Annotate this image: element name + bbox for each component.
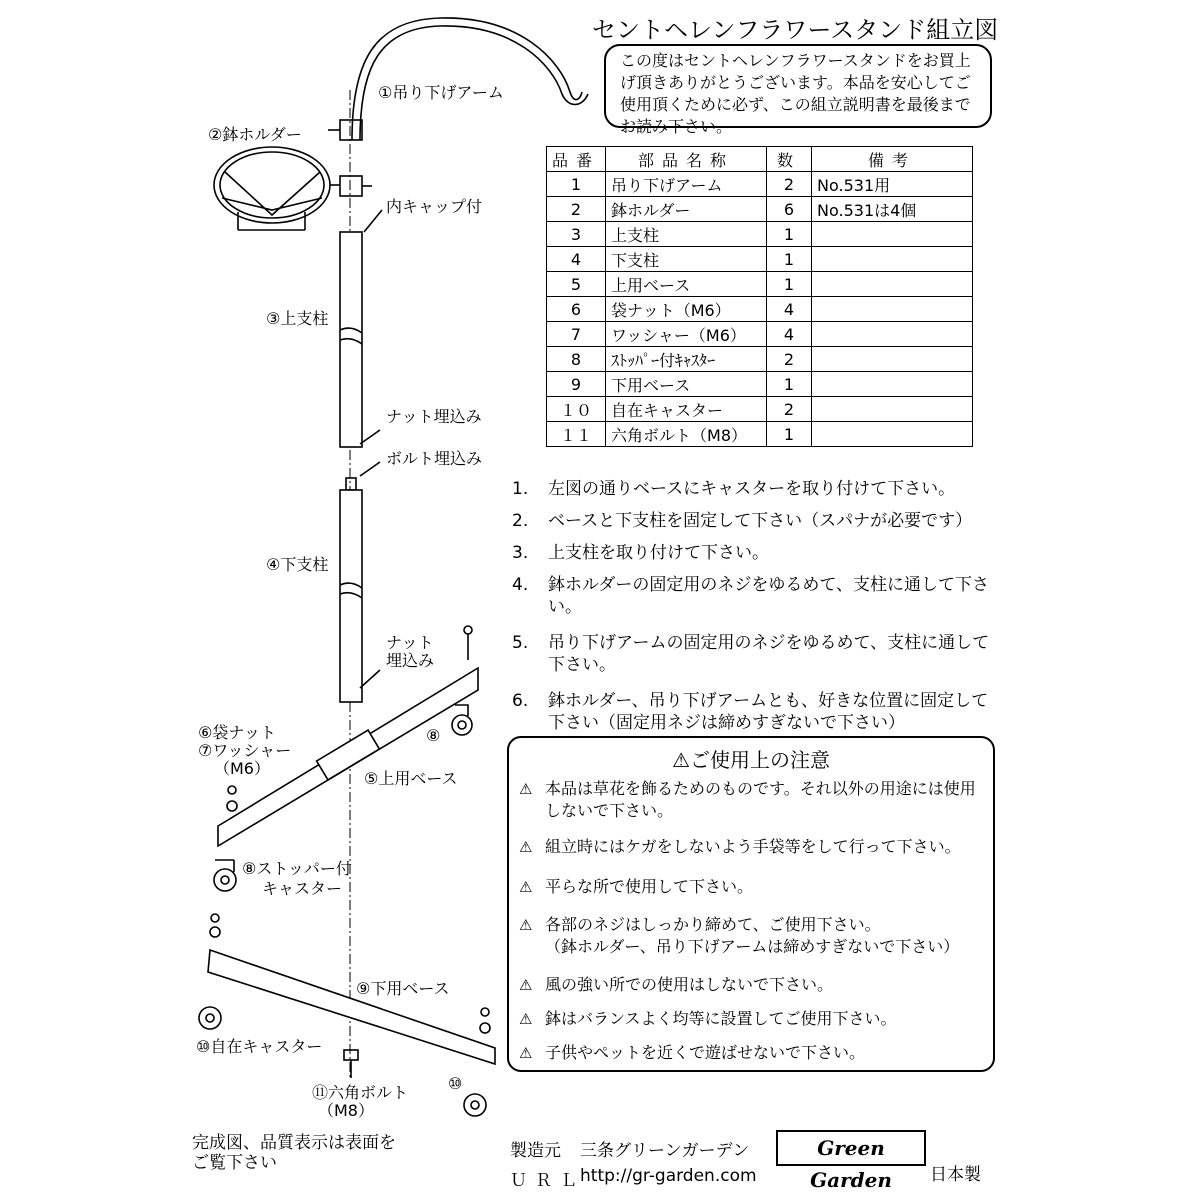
caution-item: ⚠ 子供やペットを近くで遊ばせないで下さい。 <box>519 1043 866 1062</box>
part-name: 下支柱 <box>606 247 767 272</box>
part-no: 5 <box>547 272 606 297</box>
part-note: No.531は4個 <box>812 197 973 222</box>
table-row <box>547 172 973 197</box>
step-5: 5. 吊り下げアームの固定用のネジをゆるめて、支柱に通して下さい。 <box>512 633 990 675</box>
part-name: 下用ベース <box>606 372 767 397</box>
warning-icon: ⚠ <box>519 1044 533 1062</box>
part-name: 鉢ホルダー <box>606 197 767 222</box>
made-in-japan: 日本製 <box>930 1165 981 1185</box>
part-qty: 1 <box>767 272 812 297</box>
step-1: 1. 左図の通りベースにキャスターを取り付けて下さい。 <box>512 479 956 499</box>
label-upper-base: ⑤上用ベース <box>364 769 458 788</box>
table-row <box>547 322 973 347</box>
label-caster-8: ⑧ <box>426 726 441 745</box>
parts-table <box>546 146 973 447</box>
label-free-caster: ⑩自在キャスター <box>196 1037 323 1056</box>
part-no: 8 <box>547 347 606 372</box>
hanging-arm <box>352 18 582 140</box>
table-body <box>547 172 973 447</box>
step-3: 3. 上支柱を取り付けて下さい。 <box>512 543 769 563</box>
stopper-caster-right <box>452 715 472 735</box>
part-no: 9 <box>547 372 606 397</box>
label-m8: （M8） <box>318 1101 374 1120</box>
part-note <box>812 422 973 447</box>
label-washer: ⑦ワッシャー <box>198 741 292 760</box>
part-no: 7 <box>547 322 606 347</box>
part-name: 袋ナット（M6） <box>606 297 767 322</box>
part-note: No.531用 <box>812 172 973 197</box>
caution-item: ⚠ 鉢はバランスよく均等に設置してご使用下さい。 <box>519 1009 897 1028</box>
part-no: １０ <box>547 397 606 422</box>
bolt-top <box>346 478 356 490</box>
part-no: １１ <box>547 422 606 447</box>
part-qty: 1 <box>767 422 812 447</box>
warning-icon: ⚠ <box>519 878 533 896</box>
part-name: ｽﾄｯﾊﾟｰ付ｷｬｽﾀｰ <box>606 347 767 372</box>
hex-bolt <box>344 1050 358 1060</box>
free-caster-left <box>199 1007 221 1029</box>
maker-name: 三条グリーンガーデン <box>580 1141 750 1161</box>
page-title: セントヘレンフラワースタンド組立図 <box>592 16 999 44</box>
part-note <box>812 347 973 372</box>
table-row <box>547 247 973 272</box>
step-2: 2. ベースと下支柱を固定して下さい（スパナが必要です） <box>512 511 973 531</box>
part-name: 上支柱 <box>606 222 767 247</box>
intro-box: この度はセントヘレンフラワースタンドをお買上げ頂きありがとうございます。本品を安心してご使用頂くために必ず、この組立説明書を最後までお読み下さい。 <box>604 44 992 128</box>
label-m6: （M6） <box>214 759 270 778</box>
brand-logo: Green Garden <box>776 1130 926 1166</box>
table-row <box>547 372 973 397</box>
part-qty: 2 <box>767 397 812 422</box>
warning-icon: ⚠ <box>519 916 533 934</box>
part-qty: 1 <box>767 372 812 397</box>
part-no: 2 <box>547 197 606 222</box>
label-cap-nut: ⑥袋ナット <box>198 723 277 742</box>
header-name: 部品名称 <box>606 147 767 172</box>
assembly-steps <box>512 478 992 734</box>
part-note <box>812 272 973 297</box>
caution-item: ⚠ 平らな所で使用して下さい。 <box>519 877 754 896</box>
url-label: ＵＲＬ <box>510 1171 585 1191</box>
step-4: 4. 鉢ホルダーの固定用のネジをゆるめて、支柱に通して下さい。 <box>512 575 989 617</box>
part-no: 6 <box>547 297 606 322</box>
label-upper-pole: ③上支柱 <box>266 309 329 328</box>
part-name: 六角ボルト（M8） <box>606 422 767 447</box>
label-arm: ①吊り下げアーム <box>378 83 504 102</box>
table-row <box>547 222 973 247</box>
part-qty: 1 <box>767 247 812 272</box>
warning-icon: ⚠ <box>672 748 690 772</box>
label-nut-2b: 埋込み <box>386 651 435 670</box>
part-note <box>812 397 973 422</box>
part-note <box>812 222 973 247</box>
caution-header: ⚠ご使用上の注意 <box>672 748 830 772</box>
warning-icon: ⚠ <box>519 976 533 994</box>
part-name: 上用ベース <box>606 272 767 297</box>
caution-item: ⚠ 組立時にはケガをしないよう手袋等をして行って下さい。 <box>519 837 961 856</box>
part-no: 3 <box>547 222 606 247</box>
caution-item-note: （鉢ホルダー、吊り下げアームは締めすぎないで下さい） <box>545 937 960 956</box>
label-holder: ②鉢ホルダー <box>208 125 302 144</box>
caution-box <box>507 736 995 1072</box>
caution-item: ⚠ 風の強い所での使用はしないで下さい。 <box>519 975 834 994</box>
table-row <box>547 422 973 447</box>
part-note <box>812 322 973 347</box>
label-caster-10: ⑩ <box>448 1074 463 1093</box>
part-name: 自在キャスター <box>606 397 767 422</box>
stopper-caster-left <box>214 869 236 891</box>
table-header-row <box>547 147 973 172</box>
label-inner-cap: 内キャップ付 <box>386 197 483 216</box>
part-qty: 2 <box>767 172 812 197</box>
part-note <box>812 247 973 272</box>
part-qty: 2 <box>767 347 812 372</box>
table-row <box>547 272 973 297</box>
table-row <box>547 397 973 422</box>
caution-item: ⚠ 各部のネジはしっかり締めて、ご使用下さい。 <box>519 915 881 934</box>
footer-note-line2: ご覧下さい <box>192 1153 277 1173</box>
label-bolt-embedded: ボルト埋込み <box>386 449 483 468</box>
maker-label: 製造元 <box>510 1141 561 1161</box>
part-note <box>812 372 973 397</box>
footer-note-line1: 完成図、品質表示は表面を <box>192 1133 396 1153</box>
pot-holder-ring <box>214 147 330 223</box>
part-no: 4 <box>547 247 606 272</box>
part-name: ワッシャー（M6） <box>606 322 767 347</box>
warning-icon: ⚠ <box>519 838 533 856</box>
label-stopper-caster-b: キャスター <box>262 879 343 898</box>
holder-clamp <box>340 176 362 196</box>
caution-item: ⚠ 本品は草花を飾るためのものです。それ以外の用途には使用しないで下さい。 <box>519 779 976 820</box>
part-qty: 1 <box>767 222 812 247</box>
free-caster-right <box>464 1094 486 1116</box>
label-nut-embedded: ナット埋込み <box>386 407 482 426</box>
label-nut-2a: ナット <box>386 633 434 652</box>
header-note: 備考 <box>812 147 973 172</box>
label-hex-bolt: ⑪六角ボルト <box>312 1083 409 1102</box>
part-qty: 4 <box>767 322 812 347</box>
table-row <box>547 347 973 372</box>
label-lower-pole: ④下支柱 <box>266 555 329 574</box>
table-row <box>547 197 973 222</box>
part-name: 吊り下げアーム <box>606 172 767 197</box>
part-no: 1 <box>547 172 606 197</box>
warning-icon: ⚠ <box>519 780 533 798</box>
warning-icon: ⚠ <box>519 1010 533 1028</box>
url-link[interactable]: http://gr-garden.com <box>580 1166 757 1186</box>
header-no: 品番 <box>547 147 606 172</box>
arm-clamp <box>340 120 362 140</box>
table-row <box>547 297 973 322</box>
part-qty: 6 <box>767 197 812 222</box>
label-stopper-caster-a: ⑧ストッパー付 <box>242 859 352 878</box>
label-lower-base: ⑨下用ベース <box>356 979 450 998</box>
step-6: 6. 鉢ホルダー、吊り下げアームとも、好きな位置に固定して下さい（固定用ネジは締めすぎないで下さい） <box>512 691 989 733</box>
header-qty: 数 <box>767 147 812 172</box>
part-note <box>812 297 973 322</box>
part-qty: 4 <box>767 297 812 322</box>
